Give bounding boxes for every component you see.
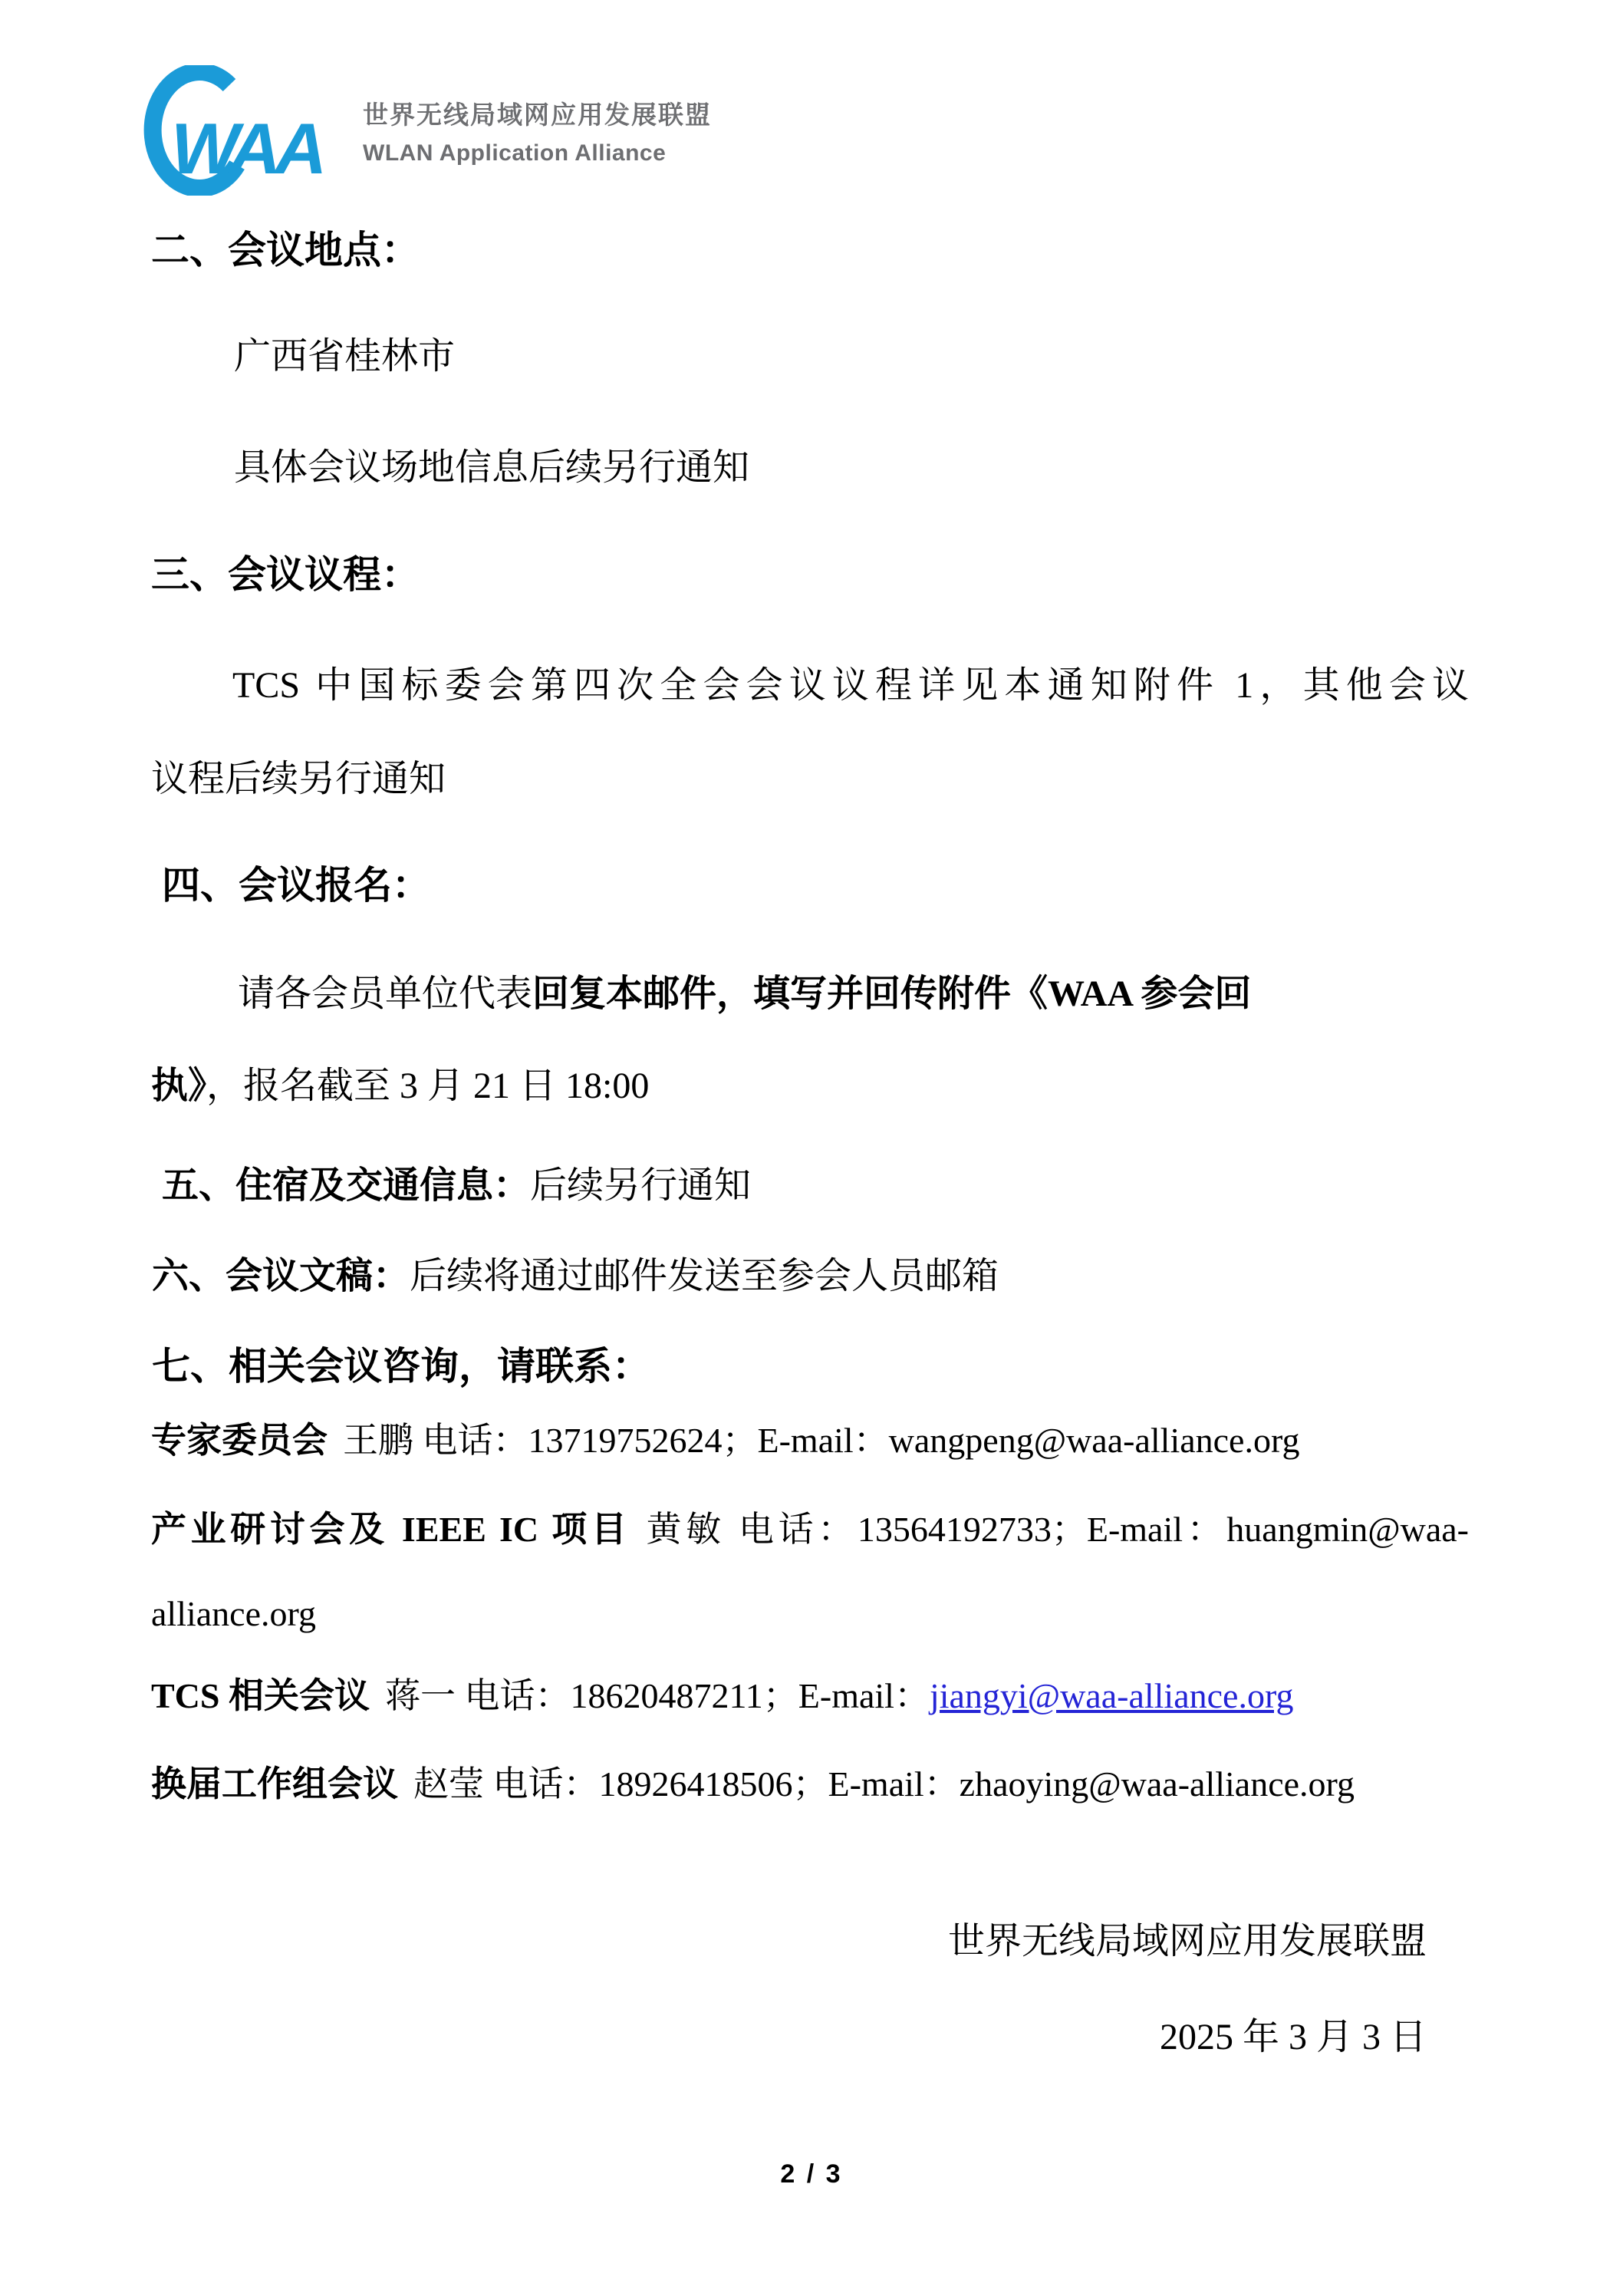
paragraph-agenda-1: TCS 中国标委会第四次全会会议议程详见本通知附件 1，其他会议: [232, 665, 1469, 706]
registration-deadline-text: ，报名截至 3 月 21 日 18:00: [206, 1066, 650, 1106]
heading-registration: 四、会议报名：: [162, 864, 430, 907]
footer-organization: 世界无线局域网应用发展联盟: [947, 1921, 1427, 1962]
contact-tcs-details: 蒋一 电话：18620487211；E-mail：: [384, 1676, 930, 1715]
contact-industry-details: 黄敏 电话：13564192733；E-mail：huangmin@waa-: [646, 1510, 1469, 1549]
contact-expert-role: 专家委员会: [151, 1421, 328, 1460]
heading-documents: 六、会议文稿：: [152, 1256, 410, 1296]
contact-expert-details: 王鹏 电话：13719752624；E-mail：wangpeng@waa-alliance.org: [343, 1421, 1300, 1460]
contact-industry-line-1: [151, 1510, 1469, 1550]
page-number: 2 / 3: [780, 2159, 843, 2189]
footer-date: 2025 年 3 月 3 日: [1159, 2017, 1427, 2057]
line-documents: [152, 1255, 999, 1297]
svg-text:WAA: WAA: [171, 108, 321, 189]
waa-logo-icon: [140, 65, 346, 196]
contact-transition-role: 换届工作组会议: [151, 1764, 398, 1804]
contact-transition-workgroup: [151, 1764, 1355, 1805]
paragraph-agenda-2: 议程后续另行通知: [151, 759, 446, 799]
contact-industry-line-2: alliance.org: [151, 1594, 316, 1633]
contact-industry-role: 产业研讨会及 IEEE IC 项目: [151, 1510, 631, 1549]
registration-text-bold-2: 执》: [151, 1066, 207, 1106]
logo-en-name: WLAN Application Alliance: [363, 140, 667, 166]
contact-transition-details: 赵莹 电话：18926418506；E-mail：zhaoying@waa-alliance.org: [413, 1764, 1355, 1804]
paragraph-registration-1: [238, 973, 1251, 1015]
contact-expert-committee: [151, 1421, 1299, 1461]
accommodation-text: 后续另行通知: [530, 1165, 752, 1206]
line-accommodation: [162, 1164, 751, 1207]
contact-tcs-meetings: [151, 1676, 1293, 1717]
registration-text-bold: 回复本邮件，填写并回传附件《WAA 参会回: [532, 973, 1252, 1014]
paragraph-registration-2: [151, 1065, 649, 1107]
heading-inquiries: 七、相关会议咨询，请联系：: [152, 1345, 650, 1388]
logo-cn-name: 世界无线局域网应用发展联盟: [363, 100, 712, 129]
logo-text-block: [363, 95, 712, 166]
contact-tcs-email-link[interactable]: jiangyi@waa-alliance.org: [929, 1676, 1294, 1715]
heading-location: 二、会议地点：: [151, 229, 420, 272]
paragraph-location-venue: 具体会议场地信息后续另行通知: [234, 447, 750, 488]
contact-tcs-role: TCS 相关会议: [151, 1676, 370, 1715]
paragraph-location-city: 广西省桂林市: [234, 336, 456, 377]
heading-agenda: 三、会议议程：: [151, 553, 420, 596]
heading-accommodation: 五、住宿及交通信息：: [162, 1165, 531, 1206]
documents-text: 后续将通过邮件发送至参会人员邮箱: [410, 1256, 999, 1296]
registration-text-normal: 请各会员单位代表: [238, 973, 533, 1014]
waa-logo: [140, 65, 712, 196]
